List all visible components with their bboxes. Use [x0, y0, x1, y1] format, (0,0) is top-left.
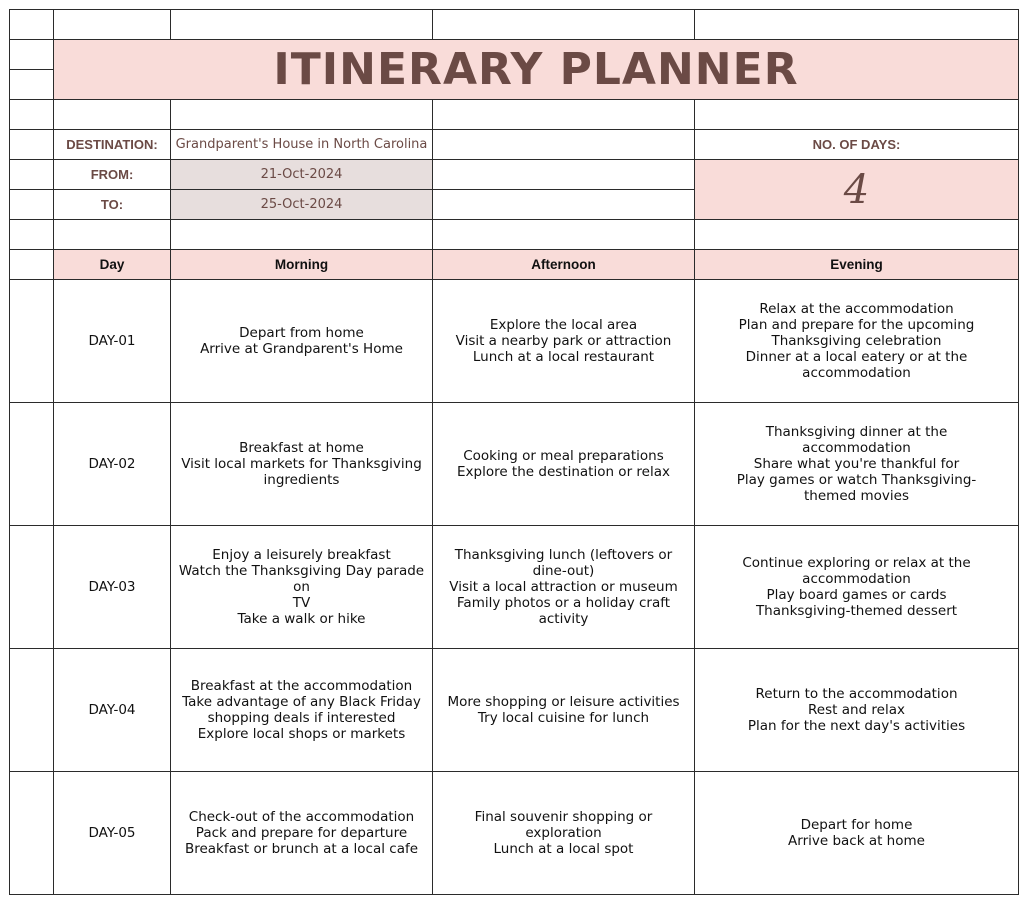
empty-cell[interactable]	[170, 219, 433, 250]
afternoon-activities[interactable]: Thanksgiving lunch (leftovers or dine-out) Visit a local attraction or museum Family photos or a holiday craft activity	[432, 525, 695, 649]
afternoon-activities[interactable]: More shopping or leisure activities Try local cuisine for lunch	[432, 648, 695, 772]
empty-cell[interactable]	[9, 279, 54, 403]
empty-cell[interactable]	[694, 219, 1019, 250]
planner-title: ITINERARY PLANNER	[53, 39, 1019, 100]
afternoon-activities[interactable]: Explore the local area Visit a nearby park or attraction Lunch at a local restaurant	[432, 279, 695, 403]
to-label: TO:	[53, 189, 171, 220]
morning-activities[interactable]: Breakfast at the accommodation Take advantage of any Black Friday shopping deals if interested Explore local shops or markets	[170, 648, 433, 772]
empty-cell[interactable]	[170, 9, 433, 40]
itinerary-sheet	[9, 9, 1019, 895]
empty-cell[interactable]	[9, 402, 54, 526]
morning-activities[interactable]: Check-out of the accommodation Pack and prepare for departure Breakfast or brunch at a local cafe	[170, 771, 433, 895]
empty-cell[interactable]	[9, 219, 54, 250]
day-label[interactable]: DAY-01	[53, 279, 171, 403]
empty-cell[interactable]	[9, 39, 54, 70]
morning-activities[interactable]: Enjoy a leisurely breakfast Watch the Thanksgiving Day parade on TV Take a walk or hike	[170, 525, 433, 649]
empty-cell[interactable]	[432, 189, 695, 220]
empty-cell[interactable]	[53, 99, 171, 130]
empty-cell[interactable]	[9, 159, 54, 190]
evening-activities[interactable]: Relax at the accommodation Plan and prepare for the upcoming Thanksgiving celebration Dinner at a local eatery or at the accommodation	[694, 279, 1019, 403]
from-label: FROM:	[53, 159, 171, 190]
empty-cell[interactable]	[9, 9, 54, 40]
day-label[interactable]: DAY-03	[53, 525, 171, 649]
empty-cell[interactable]	[9, 69, 54, 100]
empty-cell[interactable]	[432, 9, 695, 40]
morning-activities[interactable]: Breakfast at home Visit local markets for Thanksgiving ingredients	[170, 402, 433, 526]
day-label[interactable]: DAY-04	[53, 648, 171, 772]
empty-cell[interactable]	[9, 525, 54, 649]
destination-value[interactable]: Grandparent's House in North Carolina	[170, 129, 433, 160]
evening-activities[interactable]: Continue exploring or relax at the accommodation Play board games or cards Thanksgiving-themed dessert	[694, 525, 1019, 649]
header-morning: Morning	[170, 249, 433, 280]
morning-activities[interactable]: Depart from home Arrive at Grandparent's Home	[170, 279, 433, 403]
empty-cell[interactable]	[9, 129, 54, 160]
no-of-days-value[interactable]: 4	[694, 159, 1019, 220]
afternoon-activities[interactable]: Cooking or meal preparations Explore the destination or relax	[432, 402, 695, 526]
empty-cell[interactable]	[9, 189, 54, 220]
empty-cell[interactable]	[694, 99, 1019, 130]
empty-cell[interactable]	[170, 99, 433, 130]
evening-activities[interactable]: Return to the accommodation Rest and relax Plan for the next day's activities	[694, 648, 1019, 772]
evening-activities[interactable]: Thanksgiving dinner at the accommodation Share what you're thankful for Play games or watch Thanksgiving- themed movies	[694, 402, 1019, 526]
empty-cell[interactable]	[53, 219, 171, 250]
afternoon-activities[interactable]: Final souvenir shopping or exploration Lunch at a local spot	[432, 771, 695, 895]
empty-cell[interactable]	[432, 99, 695, 130]
empty-cell[interactable]	[432, 219, 695, 250]
empty-cell[interactable]	[53, 9, 171, 40]
day-label[interactable]: DAY-05	[53, 771, 171, 895]
destination-label: DESTINATION:	[53, 129, 171, 160]
empty-cell[interactable]	[9, 99, 54, 130]
empty-cell[interactable]	[432, 129, 695, 160]
no-of-days-label: NO. OF DAYS:	[694, 129, 1019, 160]
header-afternoon: Afternoon	[432, 249, 695, 280]
header-evening: Evening	[694, 249, 1019, 280]
from-date-value[interactable]: 21-Oct-2024	[170, 159, 433, 190]
empty-cell[interactable]	[9, 648, 54, 772]
day-label[interactable]: DAY-02	[53, 402, 171, 526]
evening-activities[interactable]: Depart for home Arrive back at home	[694, 771, 1019, 895]
empty-cell[interactable]	[9, 249, 54, 280]
empty-cell[interactable]	[432, 159, 695, 190]
header-day: Day	[53, 249, 171, 280]
empty-cell[interactable]	[9, 771, 54, 895]
empty-cell[interactable]	[694, 9, 1019, 40]
to-date-value[interactable]: 25-Oct-2024	[170, 189, 433, 220]
